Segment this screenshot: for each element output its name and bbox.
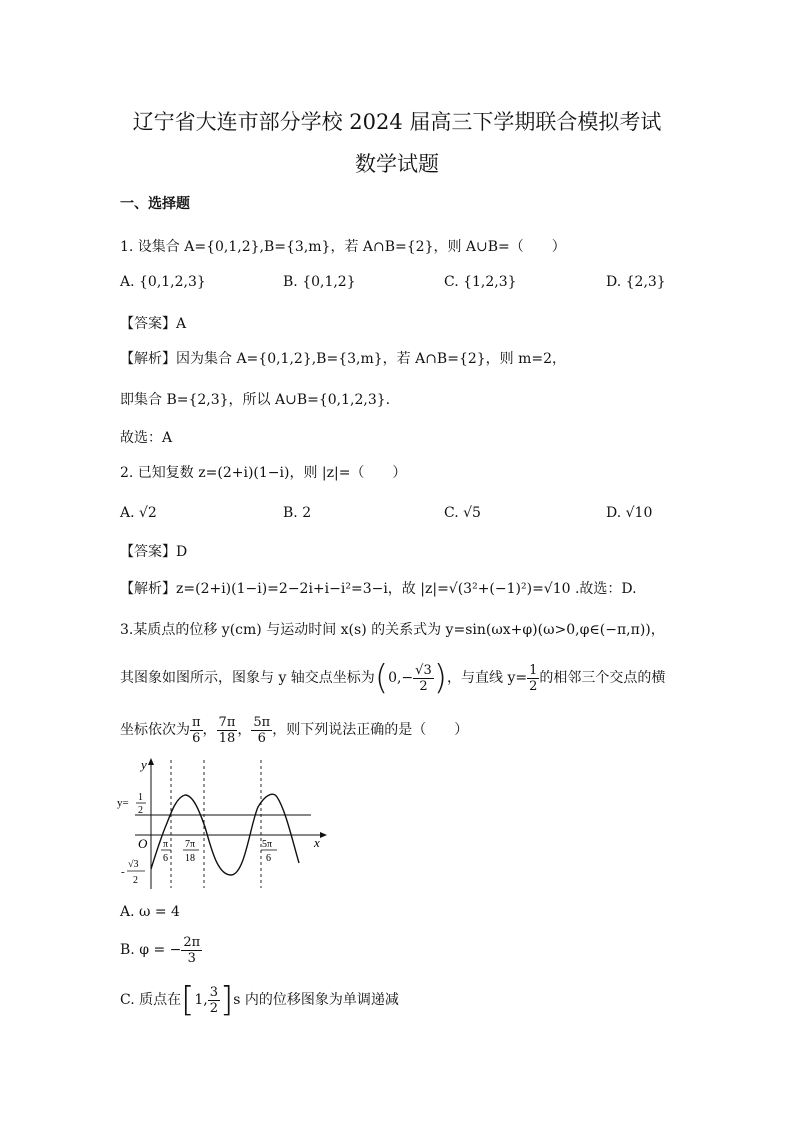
q2-option-d: D. √10: [606, 505, 653, 521]
q3-stem-line2-c: 的相邻三个交点的横: [539, 670, 666, 686]
y-axis-label: y: [141, 757, 147, 772]
x-axis-label: x: [314, 835, 320, 850]
frac-half: $\frac{1}{2}$: [529, 662, 538, 694]
half-den: 2: [138, 805, 143, 816]
q1-option-b: B. {0,1,2}: [283, 274, 356, 290]
five-pi-label: 5π: [262, 839, 273, 850]
q3-option-a: A. ω = 4: [120, 904, 180, 920]
x-axis-arrow: [320, 832, 327, 838]
half-num: 1: [138, 792, 143, 803]
q1-conclusion: 故选：A: [120, 430, 173, 446]
q1-option-a: A. {0,1,2,3}: [120, 274, 206, 290]
q3-stem-line3: 坐标依次为 $\frac{\pi}{6}$ ， $\frac{7\pi}{18}$ ， $\frac{5\pi}{6}$ ，则下列说法正确的是（ ）: [120, 714, 469, 746]
q3-option-c-suffix: s 内的位移图象为单调递减: [233, 992, 399, 1008]
pi-label: π: [163, 839, 169, 850]
sine-graph: [115, 755, 335, 895]
section-heading: 一、选择题: [120, 196, 190, 212]
frac-neg-sqrt3-over-2: $\frac{√3}{2}$: [415, 662, 432, 694]
frac-7pi-18: $\frac{7\pi}{18}$: [218, 714, 236, 746]
left-paren: (: [374, 658, 389, 698]
frac-3-2: $\frac{3}{2}$: [209, 984, 219, 1016]
q3-stem-line3-a: 坐标依次为: [120, 722, 190, 738]
neg-two: 2: [133, 875, 138, 886]
y-half-prefix: y=: [117, 797, 129, 809]
q3-stem-line2-a: 其图象如图所示，图象与 y 轴交点坐标为: [120, 670, 375, 686]
frac-2pi-3: $\frac{2\pi}{3}$: [183, 934, 201, 966]
q3-option-b-prefix: B. φ = −: [120, 942, 182, 958]
q1-analysis-line1: 【解析】因为集合 A={0,1,2},B={3,m}，若 A∩B={2}，则 m=2，: [120, 351, 567, 367]
q1-answer: 【答案】A: [120, 316, 187, 332]
q3-stem-line2: [120, 656, 665, 700]
q2-option-a: A. √2: [120, 505, 157, 521]
right-bracket: ]: [220, 980, 234, 1020]
q1-option-c: C. {1,2,3}: [444, 274, 517, 290]
q3-option-c: [120, 978, 399, 1022]
page-title: 辽宁省大连市部分学校 2024 届高三下学期联合模拟考试: [132, 110, 662, 134]
seven-pi-label: 7π: [185, 839, 196, 850]
page-subtitle: 数学试题: [355, 152, 439, 176]
interval-left: 1,: [194, 992, 208, 1008]
q1-analysis-line2: 即集合 B={2,3}，所以 A∪B={0,1,2,3}.: [120, 392, 391, 408]
q3-stem-line2-b: ，与直线 y=: [447, 670, 528, 686]
point-prefix: 0,−: [388, 670, 414, 686]
q2-option-c: C. √5: [444, 505, 481, 521]
neg-sqrt3: √3: [128, 859, 139, 870]
q1-stem: 1. 设集合 A={0,1,2},B={3,m}，若 A∩B={2}，则 A∪B=（ ）: [120, 239, 566, 255]
origin-label: O: [138, 836, 148, 851]
q3-option-b: [120, 928, 202, 972]
eighteen-label: 18: [185, 853, 195, 864]
q2-analysis: 【解析】z=(2+i)(1−i)=2−2i+i−i²=3−i，故 |z|=√(3²+(−1)²)=√10 .故选：D.: [120, 581, 637, 597]
q3-option-c-prefix: C. 质点在: [120, 992, 182, 1008]
left-bracket: [: [181, 980, 195, 1020]
q2-stem: 2. 已知复数 z=(2+i)(1−i)，则 |z|=（ ）: [120, 465, 407, 481]
six-b-label: 6: [266, 853, 271, 864]
six-label: 6: [163, 853, 168, 864]
y-axis-arrow: [148, 758, 154, 765]
q2-answer: 【答案】D: [120, 544, 188, 560]
frac-pi-6: $\frac{\pi}{6}$: [192, 714, 201, 746]
q3-stem-line3-b: ，则下列说法正确的是（ ）: [272, 722, 469, 738]
frac-5pi-6: $\frac{5\pi}{6}$: [253, 714, 271, 746]
neg-prefix: -: [121, 866, 125, 878]
right-paren: ): [433, 658, 447, 698]
q2-option-b: B. 2: [283, 505, 312, 521]
q3-stem-line1: 3.某质点的位移 y(cm) 与运动时间 x(s) 的关系式为 y=sin(ωx+φ)(ω>0,φ∈(−π,π))，: [120, 622, 665, 638]
q1-option-d: D. {2,3}: [606, 274, 666, 290]
